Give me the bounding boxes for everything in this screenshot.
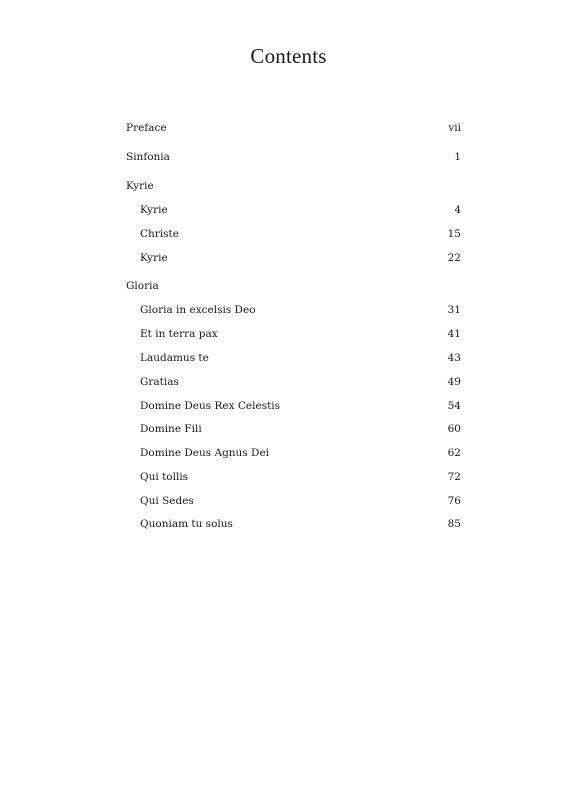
toc-entry-gloria-in-excelsis [126, 302, 461, 318]
toc-entry-page: 54 [447, 400, 461, 412]
toc-entry-label: Christe [140, 228, 179, 240]
toc-entry-christe [126, 226, 461, 242]
toc-section-kyrie [126, 178, 461, 194]
toc-entry-domine-fili [126, 421, 461, 437]
toc-entry-label: Kyrie [140, 252, 168, 264]
toc-entry-label: Domine Deus Agnus Dei [140, 447, 270, 459]
toc-entry-label: Sinfonia [126, 151, 170, 163]
toc-entry-page: 31 [447, 304, 461, 316]
toc-entry-preface [126, 120, 461, 136]
toc-entry-quoniam-tu-solus [126, 516, 461, 532]
toc-section-label: Gloria [126, 280, 159, 292]
toc-entry-label: Kyrie [140, 204, 168, 216]
toc-entry-page: 49 [447, 376, 461, 388]
toc-entry-page: 43 [447, 352, 461, 364]
toc-section-label: Kyrie [126, 180, 154, 192]
toc-entry-kyrie-1 [126, 202, 461, 218]
toc-entry-sinfonia [126, 149, 461, 165]
toc-entry-label: Preface [126, 122, 167, 134]
toc-entry-label: Et in terra pax [140, 328, 218, 340]
toc-entry-et-in-terra-pax [126, 326, 461, 342]
toc-entry-label: Laudamus te [140, 352, 209, 364]
toc-entry-label: Domine Fili [140, 423, 202, 435]
toc-entry-page: 1 [454, 151, 461, 163]
toc-entry-kyrie-2 [126, 250, 461, 266]
toc-entry-page: 22 [447, 252, 461, 264]
toc-entry-label: Gloria in excelsis Deo [140, 304, 256, 316]
toc-entry-laudamus-te [126, 350, 461, 366]
toc-entry-page: 60 [447, 423, 461, 435]
toc-entry-page: 62 [447, 447, 461, 459]
toc-entry-page: 15 [447, 228, 461, 240]
toc-entry-qui-tollis [126, 469, 461, 485]
toc-entry-label: Qui Sedes [140, 495, 194, 507]
toc-entry-label: Quoniam tu solus [140, 518, 233, 530]
toc-entry-label: Domine Deus Rex Celestis [140, 400, 281, 412]
toc-entry-qui-sedes [126, 493, 461, 509]
toc-entry-page: 72 [447, 471, 461, 483]
toc-section-gloria [126, 278, 461, 294]
toc-entry-label: Qui tollis [140, 471, 189, 483]
toc-entry-page: vii [448, 122, 461, 134]
toc-entry-gratias [126, 374, 461, 390]
toc-entry-page: 4 [454, 204, 461, 216]
toc-entry-page: 76 [447, 495, 461, 507]
page-title: Contents [250, 44, 327, 68]
toc-entry-domine-deus-rex [126, 398, 461, 414]
toc-entry-label: Gratias [140, 376, 179, 388]
toc-entry-domine-deus-agnus [126, 445, 461, 461]
toc-entry-page: 41 [447, 328, 461, 340]
toc-entry-page: 85 [447, 518, 461, 530]
